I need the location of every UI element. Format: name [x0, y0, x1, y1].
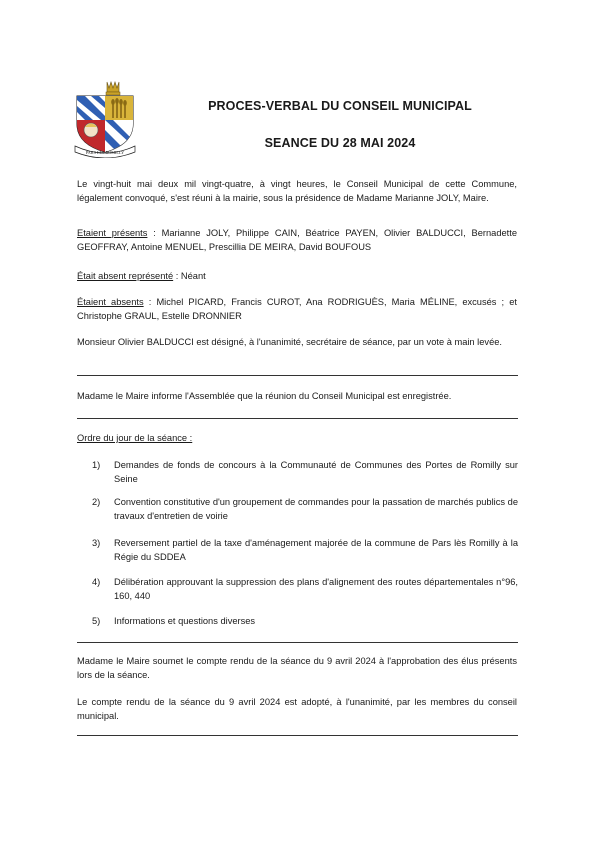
absent-names: Michel PICARD, Francis CUROT, Ana RODRIGUÈS, Maria MÉLINE, excusés ; et Christophe GRAUL, Estelle DRONNIER [77, 297, 518, 321]
session-title: SEANCE DU 28 MAI 2024 [264, 136, 416, 150]
absent-separator: : [143, 297, 157, 307]
present-label: Etaient présents [77, 228, 148, 238]
agenda-item-text: Reversement partiel de la taxe d'aménagement majorée de la commune de Pars lès Romilly à la Régie du SDDEA [114, 538, 518, 562]
absent-paragraph [77, 296, 517, 323]
present-names: Marianne JOLY, Philippe CAIN, Béatrice PAYEN, Olivier BALDUCCI, Bernadette GEOFFRAY, Antoine MENUEL, Prescillia DE MEIRA, David BOUFOUS [77, 228, 517, 252]
recording-paragraph: Madame le Maire informe l'Assemblée que la réunion du Conseil Municipal est enregistrée. [77, 391, 452, 401]
agenda-title [77, 432, 517, 446]
represented-names: Néant [180, 271, 206, 281]
coat-of-arms-logo [73, 80, 137, 158]
crest-motto-text: PARS LES ROMILLY [85, 150, 125, 155]
absent-label: Étaient absents [77, 297, 144, 307]
secretary-paragraph: Monsieur Olivier BALDUCCI est désigné, à l'unanimité, secrétaire de séance, par un vote à main levée. [77, 337, 502, 347]
agenda-item-number: 1) [92, 460, 101, 470]
agenda-item-number: 5) [92, 616, 101, 626]
represented-paragraph [77, 270, 517, 284]
agenda-item-text: Convention constitutive d'un groupement de commandes pour la passation de marchés publics de travaux d'entretien de voirie [114, 497, 518, 521]
agenda-title-text: Ordre du jour de la séance : [77, 433, 193, 443]
intro-paragraph: Le vingt-huit mai deux mil vingt-quatre, à vingt heures, le Conseil Municipal de cette Commune, légalement convoqué, s'est réuni à la mairie, sous la présidence de Madame Marianne JOLY, Maire. [77, 179, 517, 203]
agenda-item-number: 3) [92, 538, 101, 548]
agenda-item-text: Informations et questions diverses [114, 616, 256, 626]
present-separator: : [147, 228, 162, 238]
divider [77, 642, 518, 643]
agenda-item-number: 2) [92, 497, 101, 507]
agenda-item-text: Délibération approuvant la suppression des plans d'alignement des routes départementales n°96, 160, 440 [114, 577, 518, 601]
document-title: PROCES-VERBAL DU CONSEIL MUNICIPAL [208, 99, 472, 113]
minutes-adopt-paragraph: Le compte rendu de la séance du 9 avril 2024 est adopté, à l'unanimité, par les membres du conseil municipal. [77, 697, 517, 721]
divider [77, 375, 518, 376]
represented-separator: : [173, 271, 181, 281]
agenda-item-text: Demandes de fonds de concours à la Communauté de Communes des Portes de Romilly sur Seine [114, 460, 518, 484]
represented-label: Était absent représenté [77, 271, 174, 281]
agenda-item-number: 4) [92, 577, 101, 587]
divider [77, 418, 518, 419]
present-paragraph [77, 227, 517, 254]
minutes-submit-paragraph: Madame le Maire soumet le compte rendu de la séance du 9 avril 2024 à l'approbation des élus présents lors de la séance. [77, 656, 517, 680]
divider [77, 735, 518, 736]
